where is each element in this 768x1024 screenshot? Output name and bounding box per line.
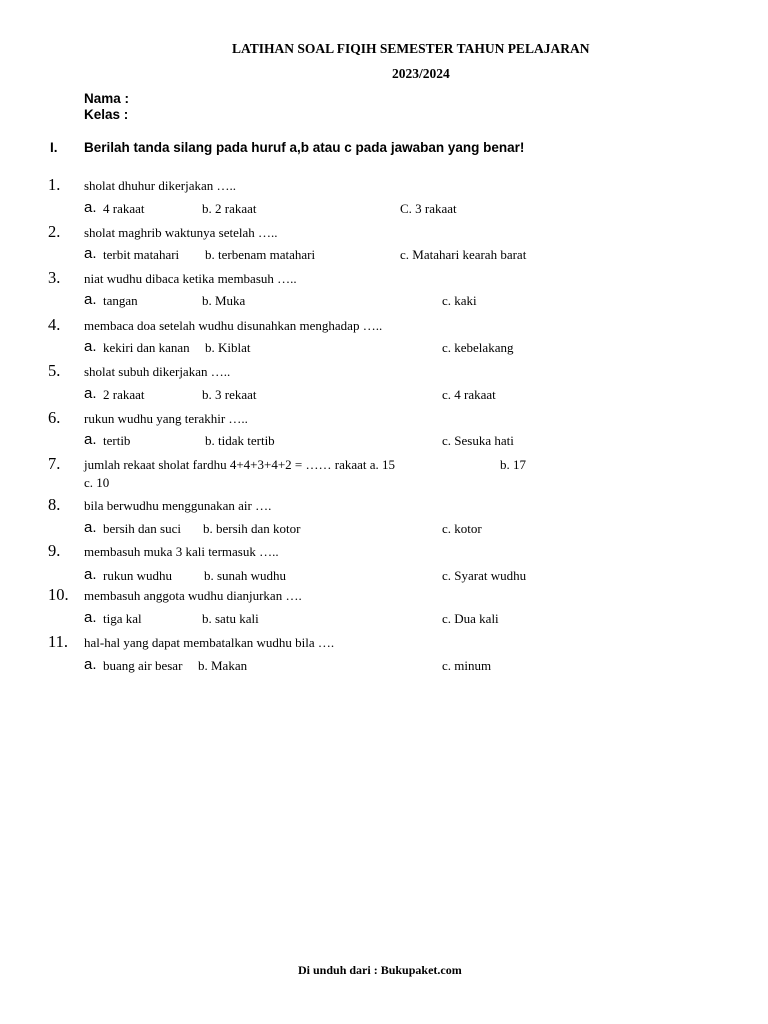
question-number: 1. xyxy=(48,175,61,194)
option-c: c. Syarat wudhu xyxy=(442,568,527,583)
question-text: membaca doa setelah wudhu disunahkan menghadap ….. xyxy=(84,318,383,333)
question-number: 7. xyxy=(48,454,61,473)
option-b: b. bersih dan kotor xyxy=(203,521,301,536)
question-number: 6. xyxy=(48,408,61,427)
option-a: buang air besar xyxy=(103,658,183,673)
question-number: 11. xyxy=(48,632,69,651)
option-a-label: a. xyxy=(84,338,97,355)
option-c: c. kebelakang xyxy=(442,340,514,355)
question-text: jumlah rekaat sholat fardhu 4+4+3+4+2 = …… rakaat a. 15 xyxy=(84,457,396,472)
question-number: 3. xyxy=(48,268,61,287)
option-c: c. Matahari kearah barat xyxy=(400,247,527,262)
option-c: c. 10 xyxy=(84,475,110,490)
option-b: b. terbenam matahari xyxy=(205,247,316,262)
title-line-2: 2023/2024 xyxy=(392,66,450,81)
section-instruction: Berilah tanda silang pada huruf a,b atau c pada jawaban yang benar! xyxy=(84,140,525,155)
question-text: hal-hal yang dapat membatalkan wudhu bila …. xyxy=(84,635,335,650)
question-number: 4. xyxy=(48,315,61,334)
question-text: sholat dhuhur dikerjakan ….. xyxy=(84,178,236,193)
question-text: sholat subuh dikerjakan ….. xyxy=(84,364,231,379)
option-a: rukun wudhu xyxy=(103,568,172,583)
option-b: b. sunah wudhu xyxy=(204,568,286,583)
option-a-label: a. xyxy=(84,519,97,536)
option-b: b. Kiblat xyxy=(205,340,251,355)
question-number: 8. xyxy=(48,495,61,514)
question-number: 2. xyxy=(48,222,61,241)
question-text: bila berwudhu menggunakan air …. xyxy=(84,498,272,513)
option-c: c. 4 rakaat xyxy=(442,387,496,402)
option-c: c. minum xyxy=(442,658,492,673)
option-a: 2 rakaat xyxy=(103,387,145,402)
question-text: niat wudhu dibaca ketika membasuh ….. xyxy=(84,271,297,286)
title-line-1: LATIHAN SOAL FIQIH SEMESTER TAHUN PELAJARAN xyxy=(232,41,590,56)
question-text: membasuh anggota wudhu dianjurkan …. xyxy=(84,588,302,603)
option-c: c. Dua kali xyxy=(442,611,499,626)
option-a: tangan xyxy=(103,293,138,308)
option-a: kekiri dan kanan xyxy=(103,340,190,355)
question-text: rukun wudhu yang terakhir ….. xyxy=(84,411,248,426)
option-a: tiga kal xyxy=(103,611,142,626)
option-a-label: a. xyxy=(84,199,97,216)
option-a: terbit matahari xyxy=(103,247,180,262)
option-a-label: a. xyxy=(84,431,97,448)
option-a-label: a. xyxy=(84,385,97,402)
nama-label: Nama : xyxy=(84,91,130,106)
kelas-label: Kelas : xyxy=(84,107,129,122)
option-c: c. kotor xyxy=(442,521,482,536)
footer-source: Di unduh dari : Bukupaket.com xyxy=(298,963,462,977)
option-b: b. 2 rakaat xyxy=(202,201,257,216)
question-number: 10. xyxy=(48,585,69,604)
section-number: I. xyxy=(50,140,58,155)
option-b: b. satu kali xyxy=(202,611,259,626)
option-a-label: a. xyxy=(84,609,97,626)
option-c: C. 3 rakaat xyxy=(400,201,457,216)
option-b: b. Muka xyxy=(202,293,246,308)
option-a: 4 rakaat xyxy=(103,201,145,216)
option-c: c. Sesuka hati xyxy=(442,433,514,448)
question-text: membasuh muka 3 kali termasuk ….. xyxy=(84,544,279,559)
option-c: c. kaki xyxy=(442,293,477,308)
option-b: b. Makan xyxy=(198,658,248,673)
option-a: tertib xyxy=(103,433,131,448)
option-a-label: a. xyxy=(84,656,97,673)
option-a: bersih dan suci xyxy=(103,521,181,536)
option-b: b. 3 rekaat xyxy=(202,387,257,402)
question-number: 9. xyxy=(48,541,61,560)
question-text: sholat maghrib waktunya setelah ….. xyxy=(84,225,278,240)
option-b: b. tidak tertib xyxy=(205,433,275,448)
option-a-label: a. xyxy=(84,566,97,583)
option-b: b. 17 xyxy=(500,457,526,472)
option-a-label: a. xyxy=(84,291,97,308)
question-number: 5. xyxy=(48,361,61,380)
option-a-label: a. xyxy=(84,245,97,262)
